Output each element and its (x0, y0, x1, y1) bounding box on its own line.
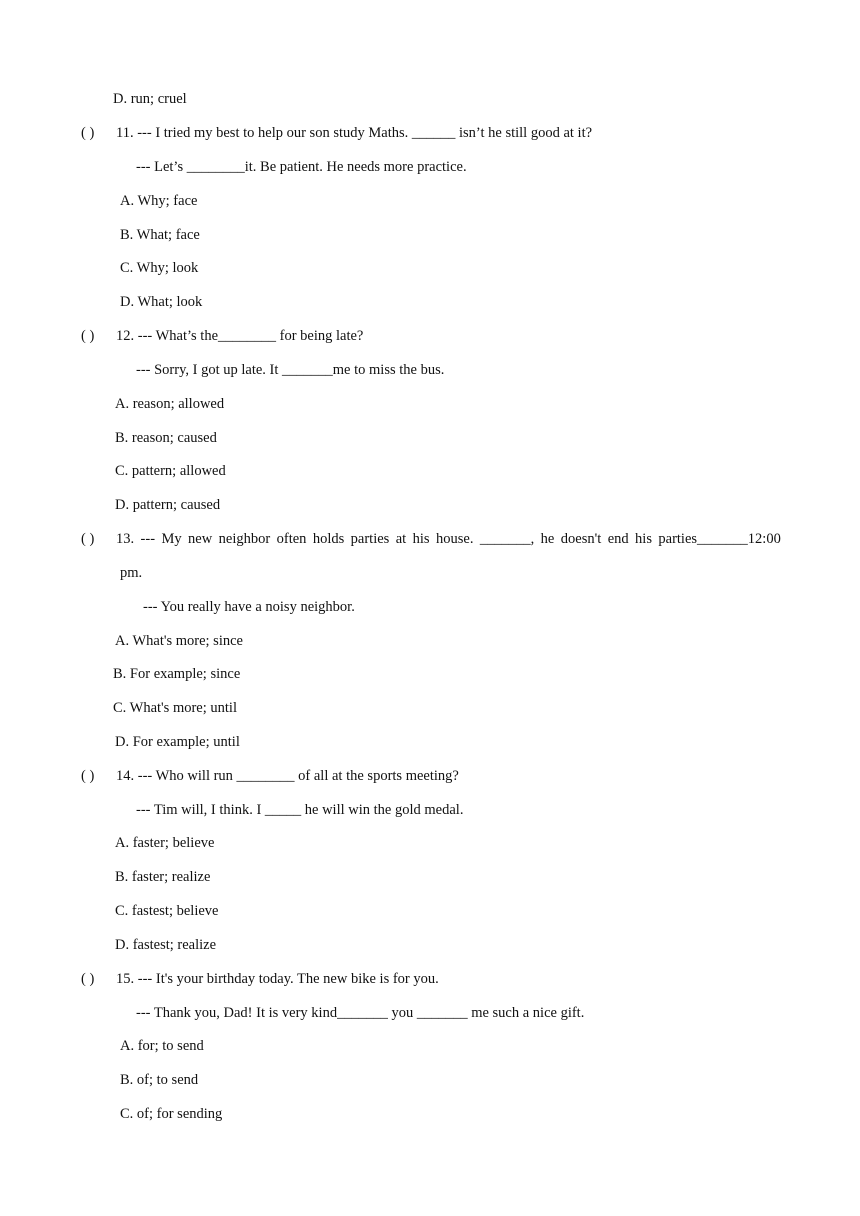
option-b: B. For example; since (113, 666, 241, 682)
stem-word: holds (312, 531, 345, 547)
answer-parenthesis: ( ) (81, 125, 95, 141)
dialogue-reply: --- You really have a noisy neighbor. (143, 599, 355, 615)
answer-parenthesis: ( ) (81, 328, 95, 344)
question-stem: 12. --- What’s the________ for being late? (116, 328, 364, 344)
option-a: A. What's more; since (115, 633, 243, 649)
option-a: A. for; to send (120, 1038, 204, 1054)
question-stem: 11. --- I tried my best to help our son study Maths. ______ isn’t he still good at it? (116, 125, 593, 141)
option-c: C. pattern; allowed (115, 463, 226, 479)
option-a: A. reason; allowed (115, 396, 225, 412)
stem-word: parties (350, 531, 390, 547)
option-c: C. of; for sending (120, 1106, 223, 1122)
dialogue-reply: --- Tim will, I think. I _____ he will win the gold medal. (136, 802, 464, 818)
stem-word: end (607, 531, 629, 547)
answer-parenthesis: ( ) (81, 531, 95, 547)
option-d: D. What; look (120, 294, 203, 310)
stem-word: his (412, 531, 430, 547)
stem-word: at (395, 531, 407, 547)
option-a: A. Why; face (120, 193, 198, 209)
dialogue-reply: --- Let’s ________it. Be patient. He needs more practice. (136, 159, 467, 175)
stem-word: doesn't (560, 531, 602, 547)
option-d: D. run; cruel (113, 91, 187, 107)
option-b: B. of; to send (120, 1072, 199, 1088)
answer-parenthesis: ( ) (81, 768, 95, 784)
option-d: D. For example; until (115, 734, 240, 750)
answer-parenthesis: ( ) (81, 971, 95, 987)
stem-word: _______, (479, 531, 535, 547)
stem-word: his (635, 531, 652, 547)
option-d: D. pattern; caused (115, 497, 221, 513)
option-c: C. Why; look (120, 260, 199, 276)
question-stem-continued: pm. (120, 565, 143, 581)
stem-word: he (540, 531, 555, 547)
stem-word: new (188, 531, 213, 547)
stem-word: parties_______12:00 (658, 531, 781, 547)
stem-word: --- (140, 531, 156, 547)
stem-word: My (161, 531, 182, 547)
option-b: B. reason; caused (115, 430, 217, 446)
stem-word: often (276, 531, 307, 547)
stem-word: neighbor (218, 531, 271, 547)
option-c: C. fastest; believe (115, 903, 219, 919)
stem-word: 13. (116, 531, 135, 547)
option-b: B. faster; realize (115, 869, 211, 885)
dialogue-reply: --- Sorry, I got up late. It _______me to miss the bus. (136, 362, 445, 378)
question-stem: 14. --- Who will run ________ of all at the sports meeting? (116, 768, 459, 784)
option-c: C. What's more; until (113, 700, 237, 716)
stem-word: house. (435, 531, 474, 547)
option-b: B. What; face (120, 227, 200, 243)
question-stem (116, 530, 781, 548)
dialogue-reply: --- Thank you, Dad! It is very kind_______ you _______ me such a nice gift. (136, 1005, 585, 1021)
question-stem: 15. --- It's your birthday today. The new bike is for you. (116, 971, 439, 987)
option-a: A. faster; believe (115, 835, 215, 851)
option-d: D. fastest; realize (115, 937, 217, 953)
